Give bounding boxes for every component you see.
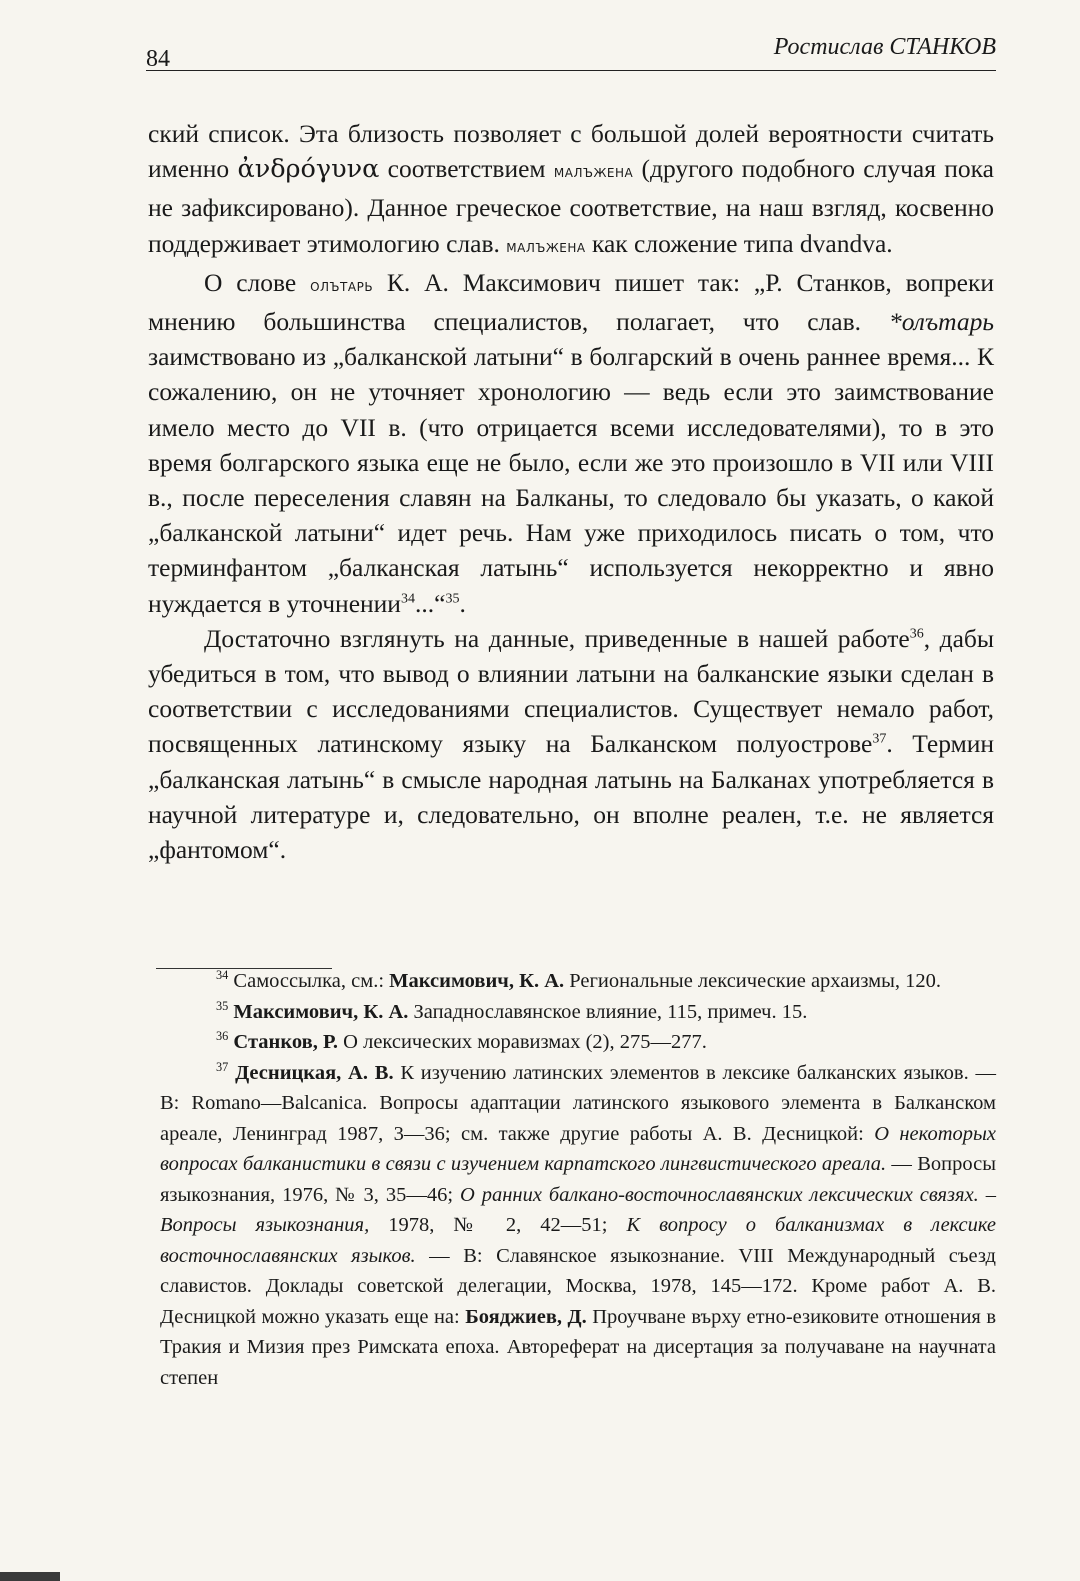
text-run: заимствовано из „балканской латыни“ в болгарский в очень раннее время... К сожалению, он не уточняет хронологию — ведь если это заимствование имело место до VII в. (что отрицается всеми исследователями), то в это время болгарского языка еще не было, если же это произошло в VII или VIII в., после переселения славян на Балканы, то следовало бы указать, о какой „балканской латыни“ идет речь. Нам уже приходилось писать о том, что терминфантом „балканская латынь“ используется некорректно и явно нуждается в уточнении	[148, 342, 994, 618]
text-run: Западнославянское влияние, 115, примеч. 15.	[408, 1000, 808, 1023]
author-name: Бояджиев, Д.	[465, 1305, 587, 1328]
footnote-ref-37[interactable]: 37	[872, 731, 887, 747]
running-head: Ростислав СТАНКОВ	[773, 34, 996, 60]
text-run: К изучению латинских элементов в лексике балканских языков. — В: Romano—Balcanica. Вопросы адаптации латинского языкового элемента в Балканском ареале, Ленинград 1987, 3—36; см. также другие работы А. В. Десницкой:	[160, 1061, 996, 1145]
footnote-number: 36	[216, 1029, 229, 1044]
text-run: 1978, № 2, 42—51;	[369, 1214, 627, 1236]
footnote-ref-36[interactable]: 36	[909, 626, 924, 642]
italic-title: К вопросу о балканизмах в лексике восточнославянских языков.	[160, 1214, 997, 1267]
author-name: Максимович, К. А.	[389, 970, 565, 992]
text-run: . Термин „балканская латынь“ в смысле народная латынь на Балканах употребляется в научной литературе и, следовательно, он вполне реален, т.е. не является „фантомом“.	[148, 729, 994, 865]
footnote-number: 34	[216, 968, 229, 983]
text-run: , дабы убедиться в том, что вывод о влиянии латыни на балканские языки сделан в соответствии с исследованиями специалистов. Существует немало работ, посвященных латинскому языку на Балканском полуострове	[148, 623, 994, 759]
footnote-34	[160, 966, 996, 997]
author-name: Максимович, К. А.	[228, 1000, 409, 1023]
text-run: — Вопросы языкознания, 1976, № 3, 35—46;	[160, 1153, 996, 1206]
paragraph-1	[148, 116, 994, 265]
footnotes	[160, 966, 996, 1393]
main-text	[148, 116, 994, 867]
text-run: соответствием	[379, 154, 554, 184]
footnote-35	[160, 997, 996, 1028]
footnote-36	[160, 1027, 996, 1058]
text-run: Самоссылка, см.:	[228, 970, 390, 992]
text-run: ...“	[414, 588, 446, 618]
footnote-37	[160, 1058, 996, 1394]
paragraph-2	[148, 265, 994, 621]
text-run: (другого подобного случая пока не зафиксировано). Данное греческое соответствие, на наш взгляд, косвенно поддерживает этимологию слав.	[148, 154, 994, 258]
paragraph-3	[148, 621, 994, 867]
footnote-number: 37	[216, 1059, 229, 1074]
author-name: Десницкая, А. В.	[228, 1061, 394, 1084]
text-run: К. А. Максимович пишет так: „Р. Станков, вопреки мнению большинства специалистов, полагает, что слав.	[148, 267, 994, 337]
page-header	[146, 30, 996, 72]
text-run: О лексических моравизмах (2), 275—277.	[338, 1031, 707, 1053]
old-slavonic-word: олътарь	[310, 275, 374, 296]
text-run: как сложение типа dvandva.	[585, 228, 893, 258]
text-run: .	[459, 588, 466, 618]
text-run: ский список. Эта близость позволяет с большой долей вероятности считать именно	[148, 119, 994, 184]
scan-edge-mark	[0, 1572, 60, 1581]
footnote-ref-35[interactable]: 35	[445, 591, 460, 607]
italic-title: О некоторых вопросах балканистики в связи с изучением карпатского лингвистического ареала.	[160, 1122, 997, 1175]
text-run: О слове	[204, 267, 311, 297]
text-run: Проучване върху етно-езиковите отношения в Тракия и Мизия през Римската епоха. Автореферат на дисертация за получаване на научната степен	[160, 1305, 996, 1389]
italic-title: О ранних балкано-восточнославянских лексических связях. – Вопросы языкознания,	[160, 1183, 996, 1236]
footnote-number: 35	[216, 998, 229, 1013]
footnote-ref-34[interactable]: 34	[400, 591, 415, 607]
reconstructed-word: *олътарь	[888, 307, 994, 337]
greek-word: ἀνδρόγυνα	[237, 154, 380, 185]
author-name: Станков, Р.	[228, 1031, 339, 1053]
old-slavonic-word: малъжена	[553, 162, 634, 183]
header-rule	[146, 70, 996, 71]
text-run: Достаточно взглянуть на данные, приведенные в нашей работе	[204, 623, 910, 653]
page-number: 84	[146, 46, 170, 72]
old-slavonic-word: малъжена	[506, 236, 586, 257]
text-run: Региональные лексические архаизмы, 120.	[564, 970, 942, 992]
text-run: — В: Славянское языкознание. VIII Международный съезд славистов. Доклады советской делегации, Москва, 1978, 145—172. Кроме работ А. В. Десницкой можно указать еще на:	[160, 1244, 996, 1328]
